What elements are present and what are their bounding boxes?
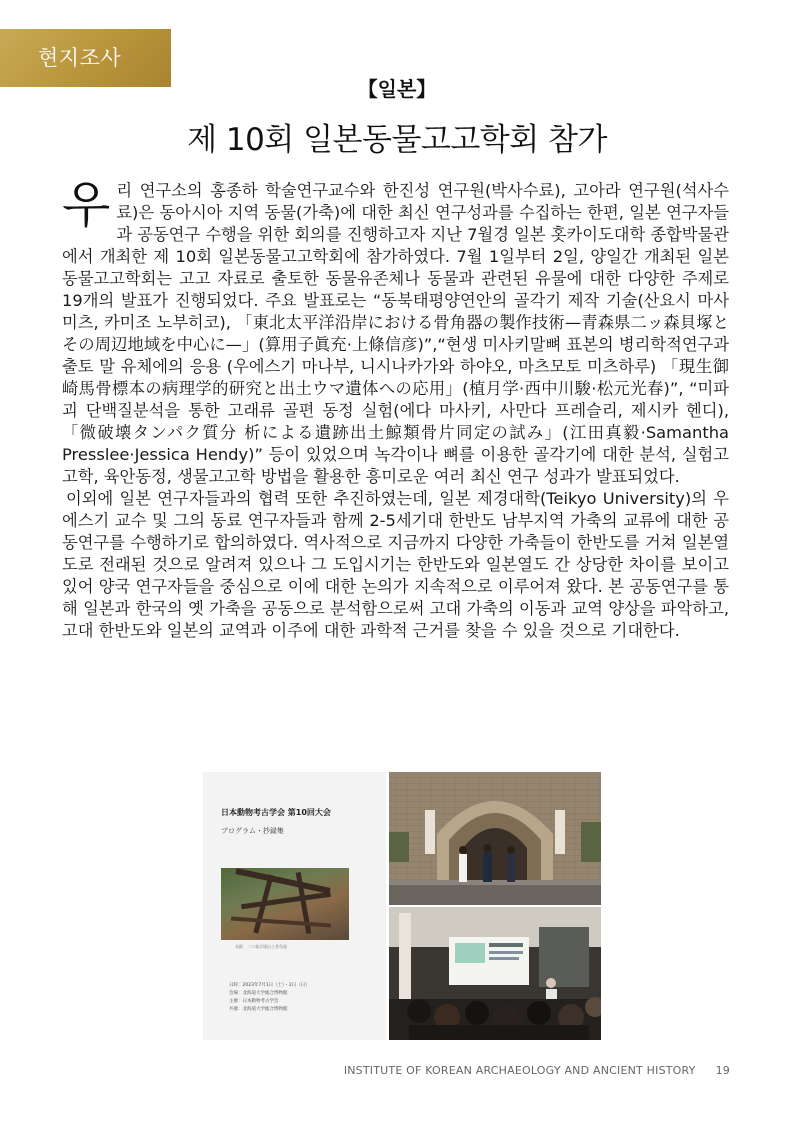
footer-institute: INSTITUTE OF KOREAN ARCHAEOLOGY AND ANCIENT HISTORY (343, 1064, 696, 1077)
booklet-subtitle: プログラム・抄録集 (221, 827, 284, 835)
building-entrance-photo (389, 772, 601, 905)
booklet-cover-photo (221, 868, 349, 940)
region-heading: 【일본】 (357, 77, 437, 101)
drop-cap: 우 (62, 176, 111, 234)
booklet-info-cohost: 共催：北海道大学総合博物館 (229, 1007, 288, 1012)
paragraph-2: 이외에 일본 연구자들과의 협력 또한 추진하였는데, 일본 제경대학(Teikyo University)의 우에스기 교수 및 그의 동료 연구자들과 함께 2-5세기대 한반도 남부지역 가축의 교류에 대한 공동연구를 수행하기로 합의하였다. 역사적으로 지금까지 다양한 가축들이 한반도를 거쳐 일본열도로 전래된 것으로 알려져 있으나 그 도입시기는 한반도와 일본열도 간 상당한 차이를 보이고 있어 양국 연구자들을 중심으로 이에 대한 논의가 지속적으로 이루어져 왔다. 본 공동연구를 통해 일본과 한국의 옛 가축을 공동으로 분석함으로써 고대 가축의 이동과 교역 양상을 파악하고, 고대 한반도와 일본의 교역과 이주에 대한 과학적 근거를 찾을 수 있을 것으로 기대한다. (62, 489, 729, 640)
page-number: 19 (715, 1064, 730, 1077)
program-booklet-cover (203, 772, 386, 1040)
booklet-caption: 表紙：二ツ森貝塚出土骨角器 (235, 944, 287, 949)
section-tag: 현지조사 (0, 29, 171, 87)
paragraph-1 (62, 176, 729, 488)
booklet-info (229, 982, 310, 1014)
lecture-hall-illustration (389, 907, 601, 1040)
article-body (62, 176, 729, 642)
page-title: 제 10회 일본동물고고학회 참가 (187, 122, 607, 158)
paragraph-1-text: 리 연구소의 홍종하 학술연구교수와 한진성 연구원(박사수료), 고아라 연구원(석사수료)은 동아시아 지역 동물(가축)에 대한 최신 연구성과를 수집하는 한편, 일본 연구자들과 공동연구 수행을 위한 회의를 진행하고자 지난 7월경 일본 홋카이도대학 종합박물관에서 개최한 제 10회 일본동물고고학회에 참가하였다. 7월 1일부터 2일, 양일간 개최된 일본동물고고학회는 고고 자료로 출토한 동물유존체나 동물과 관련된 유물에 대한 다양한 주제로 19개의 발표가 진행되었다. 주요 발표로는 “동북태평양연안의 골각기 제작 기술(산요시 마사미츠, 카미조 노부히코), 「東北太平洋沿岸における骨角器の製作技術—青森県二ッ森貝塚とその周辺地域を中心に—」(算用子眞充·上條信彦)”,“현생 미사키말뼈 표본의 병리학적연구과 출토 말 유체에의 응용 (우에스기 마나부, 니시나카가와 하야오, 마츠모토 미츠하루) 「現生御崎馬骨標本の病理学的研究と出土ウマ遺体への応用」(植月学·西中川駿·松元光春)”, “미파괴 단백질분석을 통한 고래류 골편 동정 실험(에다 마사키, 사만다 프레슬리, 제시카 헨디), 「微破壊タンパク質分 析による遺跡出土鯨類骨片同定の試み」(江田真毅·Samantha Presslee·Jessica Hendy)” 등이 있었으며 녹각이나 뼈를 이용한 골각기에 대한 분석, 실험고고학, 육안동정, 생물고고학 방법을 활용한 흥미로운 여러 최신 연구 성과가 발표되었다. (62, 181, 729, 486)
building-entrance-illustration (389, 772, 601, 905)
booklet-title: 日本動物考古学会 第10回大会 (221, 808, 331, 817)
booklet-info-venue: 会場：北海道大学総合博物館 (229, 991, 288, 996)
booklet-info-host: 主催：日本動物考古学会 (229, 999, 279, 1004)
page-footer (344, 1064, 730, 1077)
booklet-info-date: 日時：2023年7月1日（土）・2日（日） (229, 983, 310, 988)
lecture-hall-photo (389, 907, 601, 1040)
